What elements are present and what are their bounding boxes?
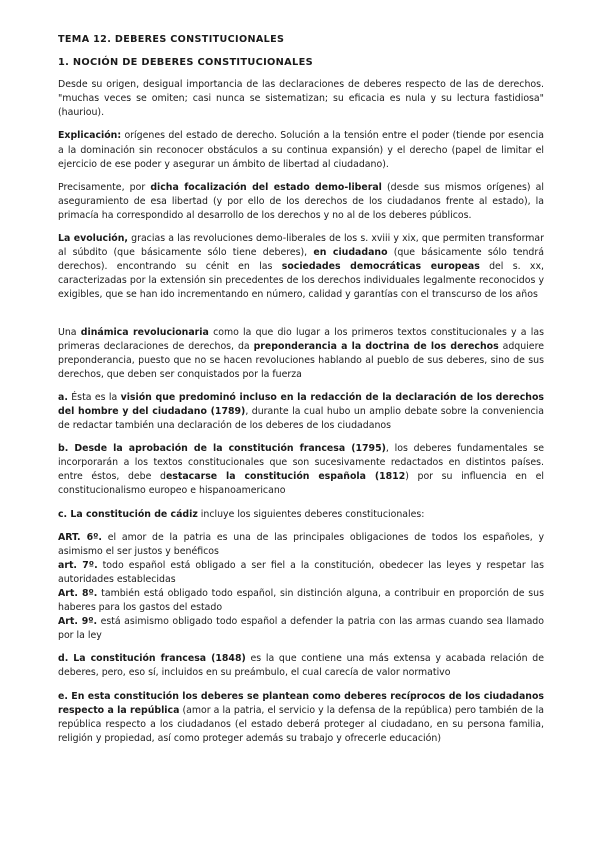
section-heading: 1. NOCIÓN DE DEBERES CONSTITUCIONALES	[58, 57, 313, 69]
article-item: Art. 8º. también está obligado todo español, sin distinción alguna, a contribuir en proporción de sus haberes para los gastos del estado	[58, 588, 544, 614]
paragraph-c: c. La constitución de cádiz incluye los siguientes deberes constitucionales:	[58, 508, 425, 520]
bold-term: d. La constitución francesa (1848)	[58, 653, 246, 665]
paragraph-precisamente: Precisamente, por dicha focalización del estado demo-liberal (desde sus mismos orígenes) al aseguramiento de esa libertad (y por ello de los derechos de los ciudadanos frente al estado), la primacía ha correspondido al desarrollo de los derechos y no al de los deberes públicos.	[58, 181, 545, 221]
bold-term: en ciudadano	[313, 247, 388, 259]
bold-term: La evolución,	[58, 233, 128, 245]
bold-term: a.	[58, 391, 68, 403]
bold-term: Explicación:	[58, 130, 122, 142]
article-item: ART. 6º. el amor de la patria es una de las principales obligaciones de todos los españoles, y asimismo el ser justos y benéficos	[58, 531, 544, 557]
article-label: Art. 8º.	[58, 588, 98, 599]
bold-term: c. La constitución de cádiz	[58, 508, 198, 520]
paragraph-d: d. La constitución francesa (1848) es la que contiene una más extensa y acabada relación de deberes, pero, eso sí, incluidos en su preámbulo, el cual carecía de valor normativo	[58, 653, 544, 679]
bold-term: sociedades democráticas europeas	[281, 261, 480, 273]
bold-term: visión que predominó incluso en la redacción de la declaración de los derechos del hombre y del ciudadano (1789)	[58, 391, 544, 417]
bold-term: dicha focalización del estado demo-liberal	[150, 181, 382, 193]
paragraph-explicacion: Explicación: orígenes del estado de derecho. Solución a la tensión entre el poder (tiende por esencia a la dominación sin reconocer obstáculos a su continua expansión) y el derecho (papel de limitar el ejercicio de ese poder y asegurar un ámbito de libertad al ciudadano).	[58, 130, 544, 170]
paragraph-evolucion: La evolución, gracias a las revoluciones demo-liberales de los s. xviii y xix, que permiten transformar al súbdito (que básicamente sólo tiene deberes), en ciudadano (que básicamente sólo tendrá derechos). encontrando su cénit en las sociedades democráticas europeas del s. xx, caracterizadas por la extensión sin precedentes de los derechos individuales legalmente reconocidos y exigibles, que se han ido incrementando en número, calidad y garantías con el transcurso de los años	[58, 233, 544, 301]
document-title: TEMA 12. DEBERES CONSTITUCIONALES	[58, 34, 285, 45]
article-label: ART. 6º.	[58, 531, 102, 543]
bold-term: preponderancia a la doctrina de los derechos	[253, 340, 499, 352]
document-page	[58, 33, 544, 746]
article-label: Art. 9º.	[58, 616, 98, 628]
article-label: art. 7º.	[58, 559, 98, 571]
bold-term: estacarse la constitución española (1812	[165, 471, 406, 483]
paragraph-origin: Desde su origen, desigual importancia de las declaraciones de deberes respecto de las de derechos. "muchas veces se omiten; casi nunca se sistematizan; su eficacia es nula y su lectura fastidiosa"(hauriou).	[58, 79, 544, 119]
paragraph-e: e. En esta constitución los deberes se plantean como deberes recíprocos de los ciudadanos respecto a la república (amor a la patria, el servicio y la defensa de la república) pero también de la república respecto a los ciudadanos (el estado deberá proteger al ciudadano, en su persona familia, religión y propiedad, así como proteger además su trabajo y ofrecerle educación)	[58, 690, 544, 744]
bold-term: e. En esta constitución los deberes se plantean como deberes recíprocos de los ciudadanos respecto a la república	[58, 690, 544, 716]
bold-term: b. Desde la aprobación de la constitución francesa (1795)	[58, 443, 386, 455]
bold-term: dinámica revolucionaria	[80, 326, 209, 338]
article-item: Art. 9º. está asimismo obligado todo español a defender la patria con las armas cuando sea llamado por la ley	[58, 616, 544, 642]
paragraph-dinamica: Una dinámica revolucionaria como la que dio lugar a los primeros textos constitucionales y a las primeras declaraciones de derechos, da preponderancia a la doctrina de los derechos adquiere preponderancia, puesto que no se hacen revoluciones hablando al pueblo de sus deberes, sino de sus derechos, que deben ser conquistados por la fuerza	[58, 326, 544, 380]
article-item: art. 7º. todo español está obligado a ser fiel a la constitución, obedecer las leyes y respetar las autoridades establecidas	[58, 559, 544, 585]
paragraph-a: a. Ésta es la visión que predominó incluso en la redacción de la declaración de los derechos del hombre y del ciudadano (1789), durante la cual hubo un amplio debate sobre la conveniencia de redactar también una declaración de los deberes de los ciudadanos	[58, 391, 544, 432]
paragraph-b: b. Desde la aprobación de la constitución francesa (1795), los deberes fundamentales se incorporarán a los textos constitucionales que son sucesivamente redactados en distintos países. entre éstos, debe destacarse la constitución española (1812) por su influencia en el constitucionalismo europeo e hispanoamericano	[58, 443, 544, 497]
